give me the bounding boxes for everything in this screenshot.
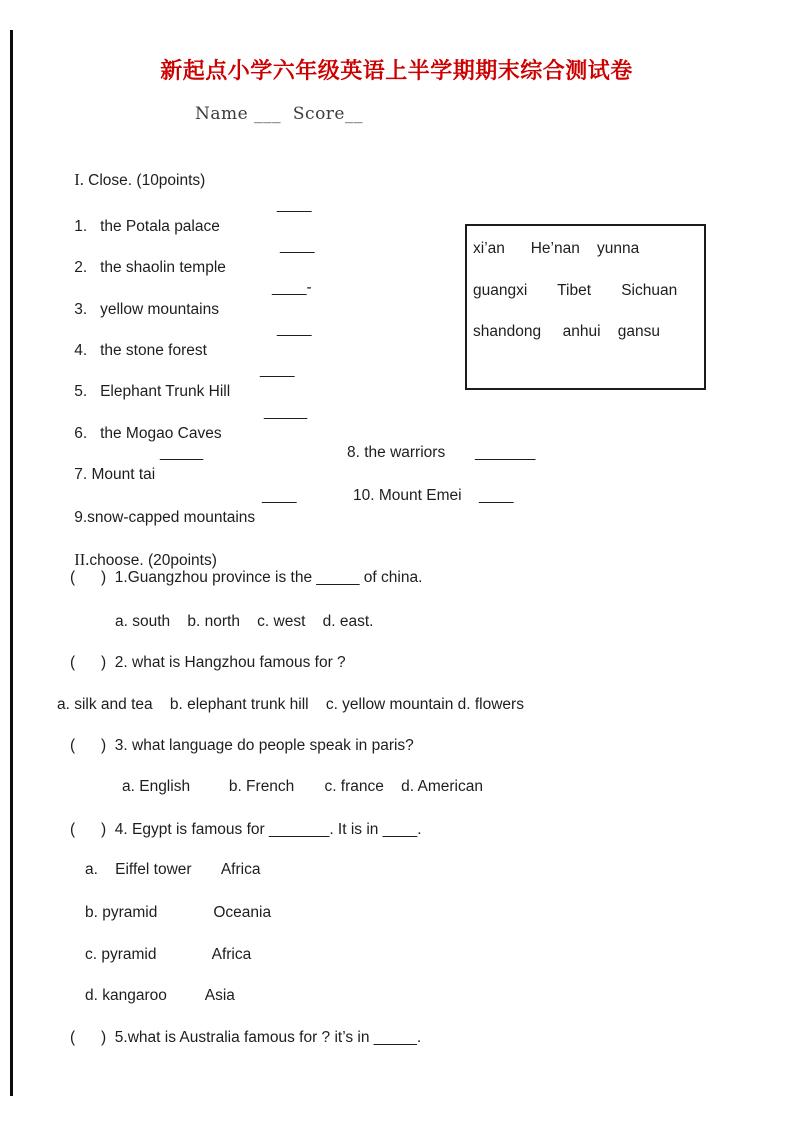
blank-line: _______ [475,444,536,461]
word-box-line-2: guangxi Tibet Sichuan [473,281,678,299]
section-choose-title: choose. (20points) [89,552,217,569]
choose-options-2: a. silk and tea b. elephant trunk hill c. yellow mountain d. flowers [57,696,524,713]
close-item-label: 7. Mount tai [74,466,156,483]
choose-question-5: ( ) 5.what is Australia famous for ? it’s in _____. [70,1029,422,1046]
blank-line: ____ [260,361,295,378]
blank-line: ____ [280,237,315,254]
close-item-label: 10. Mount Emei [353,487,462,504]
close-item-label: 3. yellow mountains [74,301,219,318]
blank-line: ____ [262,487,297,504]
close-item-label: 9.snow-capped mountains [74,509,256,526]
section-close-title: Close. (10points) [83,172,206,189]
close-item-label: 6. the Mogao Caves [74,425,222,442]
name-score-line: Name ___ Score__ [195,104,363,124]
blank-line: ____- [272,279,312,296]
choose-options-1: a. south b. north c. west d. east. [115,613,374,630]
choose-question-1: ( ) 1.Guangzhou province is the _____ of china. [70,569,423,586]
blank-line: ____ [277,196,312,213]
choose-option-4a: a. Eiffel tower Africa [85,861,261,878]
choose-option-4b: b. pyramid Oceania [85,904,272,921]
close-item-label: 2. the shaolin temple [74,259,226,276]
choose-option-4c: c. pyramid Africa [85,946,252,963]
scan-edge-line [10,30,13,1096]
blank-line: ____ [277,320,312,337]
close-item-label: 4. the stone forest [74,342,207,359]
choose-option-4d: d. kangaroo Asia [85,987,235,1004]
choose-question-3: ( ) 3. what language do people speak in paris? [70,737,414,754]
choose-question-2: ( ) 2. what is Hangzhou famous for ? [70,654,346,671]
page-title: 新起点小学六年级英语上半学期期末综合测试卷 [160,58,633,83]
close-item-label: 5. Elephant Trunk Hill [74,383,231,400]
section-choose-numeral: II. [74,550,90,569]
word-box-line-3: shandong anhui gansu [473,323,661,340]
word-box [465,224,706,390]
close-item-label: 1. the Potala palace [74,218,220,235]
section-close-numeral: I. [74,170,84,189]
choose-question-4: ( ) 4. Egypt is famous for _______. It is in ____. [70,821,422,838]
word-box-line-1: xi’an He’nan yunna [473,240,640,257]
blank-line: ____ [479,487,514,504]
choose-options-3: a. English b. French c. france d. American [122,778,483,795]
blank-line: _____ [160,444,204,461]
blank-line: _____ [264,403,308,420]
close-item-label: 8. the warriors [347,444,446,461]
